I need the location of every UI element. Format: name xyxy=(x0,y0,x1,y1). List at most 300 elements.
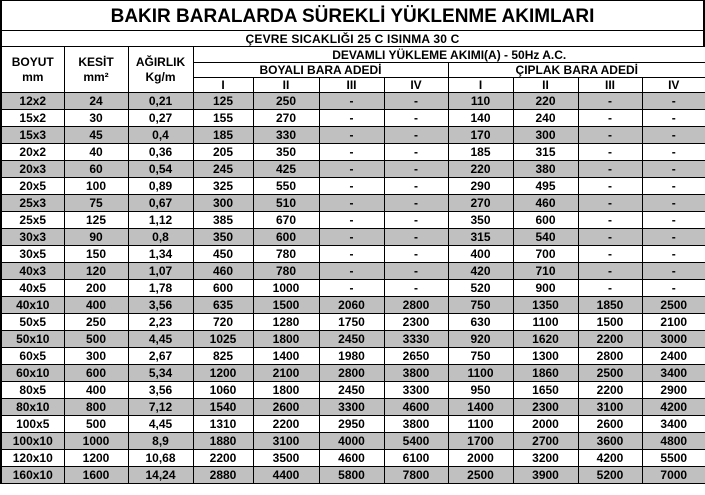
table-cell: - xyxy=(319,93,384,110)
table-cell: - xyxy=(319,280,384,297)
table-cell: 700 xyxy=(513,246,578,263)
table-cell: 2700 xyxy=(513,433,578,450)
table-cell: 1100 xyxy=(448,416,513,433)
table-cell: 4800 xyxy=(642,433,705,450)
header-count-boyali-ii: II xyxy=(253,78,319,93)
table-cell: 60 xyxy=(64,161,128,178)
table-cell: 1025 xyxy=(193,331,253,348)
table-row xyxy=(1,365,705,382)
table-row xyxy=(1,399,705,416)
table-cell: 290 xyxy=(448,178,513,195)
table-cell: 10,68 xyxy=(128,450,193,467)
table-cell: 8,9 xyxy=(128,433,193,450)
table-cell: - xyxy=(578,127,642,144)
table-cell: 40 xyxy=(64,144,128,161)
header-boyut-unit: mm xyxy=(22,69,44,84)
table-cell: 1400 xyxy=(253,348,319,365)
table-cell: - xyxy=(319,178,384,195)
table-cell: 2500 xyxy=(642,297,705,314)
table-cell: 4600 xyxy=(384,399,448,416)
table-cell: 45 xyxy=(64,127,128,144)
table-cell: 3100 xyxy=(578,399,642,416)
table-cell: - xyxy=(642,110,705,127)
table-cell: 2600 xyxy=(253,399,319,416)
table-cell: 920 xyxy=(448,331,513,348)
table-cell: 350 xyxy=(253,144,319,161)
table-cell: 2400 xyxy=(642,348,705,365)
table-cell: 1600 xyxy=(64,467,128,484)
table-row xyxy=(1,178,705,195)
table-cell: 25x3 xyxy=(1,195,64,212)
table-row xyxy=(1,195,705,212)
table-cell: 60x5 xyxy=(1,348,64,365)
header-devamli: DEVAMLI YÜKLEME AKIMI(A) - 50Hz A.C. xyxy=(193,47,705,63)
table-cell: 3200 xyxy=(513,450,578,467)
table-cell: 1100 xyxy=(513,314,578,331)
table-cell: 1650 xyxy=(513,382,578,399)
table-cell: 780 xyxy=(253,246,319,263)
table-cell: 1750 xyxy=(319,314,384,331)
table-cell: - xyxy=(642,195,705,212)
table-cell: 185 xyxy=(448,144,513,161)
table-cell: - xyxy=(319,195,384,212)
table-cell: 300 xyxy=(64,348,128,365)
table-cell: 750 xyxy=(448,348,513,365)
table-row xyxy=(1,144,705,161)
table-cell: - xyxy=(642,127,705,144)
table-cell: - xyxy=(319,127,384,144)
table-cell: - xyxy=(384,246,448,263)
table-cell: 2600 xyxy=(578,416,642,433)
table-cell: 6100 xyxy=(384,450,448,467)
table-cell: 90 xyxy=(64,229,128,246)
table-cell: - xyxy=(384,178,448,195)
header-count-boyali-iii: III xyxy=(319,78,384,93)
table-cell: - xyxy=(384,263,448,280)
table-cell: - xyxy=(319,212,384,229)
table-cell: 30 xyxy=(64,110,128,127)
table-cell: - xyxy=(578,161,642,178)
table-cell: 2500 xyxy=(578,365,642,382)
table-cell: 5400 xyxy=(384,433,448,450)
table-cell: - xyxy=(642,263,705,280)
table-cell: 20x5 xyxy=(1,178,64,195)
table-cell: 600 xyxy=(64,365,128,382)
table-cell: 205 xyxy=(193,144,253,161)
table-cell: 3,56 xyxy=(128,297,193,314)
table-cell: 250 xyxy=(253,93,319,110)
table-cell: 1540 xyxy=(193,399,253,416)
table-cell: 270 xyxy=(448,195,513,212)
table-cell: 710 xyxy=(513,263,578,280)
table-cell: 1000 xyxy=(253,280,319,297)
table-cell: 3,56 xyxy=(128,382,193,399)
table-cell: 550 xyxy=(253,178,319,195)
table-cell: 450 xyxy=(193,246,253,263)
table-cell: 2060 xyxy=(319,297,384,314)
table-cell: 3500 xyxy=(253,450,319,467)
table-cell: 3800 xyxy=(384,365,448,382)
table-cell: 3000 xyxy=(642,331,705,348)
table-cell: 420 xyxy=(448,263,513,280)
table-cell: 220 xyxy=(513,93,578,110)
table-cell: 40x3 xyxy=(1,263,64,280)
table-cell: - xyxy=(578,212,642,229)
table-cell: 250 xyxy=(64,314,128,331)
table-cell: 80x10 xyxy=(1,399,64,416)
table-cell: - xyxy=(578,93,642,110)
table-cell: 2880 xyxy=(193,467,253,484)
current-capacity-table xyxy=(0,46,705,484)
header-boyut-label: BOYUT xyxy=(11,54,54,69)
table-cell: 350 xyxy=(448,212,513,229)
table-cell: 30x5 xyxy=(1,246,64,263)
table-cell: 170 xyxy=(448,127,513,144)
table-cell: 60x10 xyxy=(1,365,64,382)
table-cell: 75 xyxy=(64,195,128,212)
table-row xyxy=(1,280,705,297)
table-cell: 510 xyxy=(253,195,319,212)
table-cell: 1880 xyxy=(193,433,253,450)
table-cell: 460 xyxy=(193,263,253,280)
table-cell: 24 xyxy=(64,93,128,110)
table-cell: 4000 xyxy=(319,433,384,450)
table-cell: 3300 xyxy=(384,382,448,399)
table-cell: 1,12 xyxy=(128,212,193,229)
table-cell: - xyxy=(384,212,448,229)
table-cell: 900 xyxy=(513,280,578,297)
table-cell: 2000 xyxy=(513,416,578,433)
header-count-boyali-i: I xyxy=(193,78,253,93)
table-cell: 50x10 xyxy=(1,331,64,348)
table-cell: 100x10 xyxy=(1,433,64,450)
table-cell: - xyxy=(384,93,448,110)
table-cell: 750 xyxy=(448,297,513,314)
table-cell: 2100 xyxy=(253,365,319,382)
table-cell: - xyxy=(319,110,384,127)
table-cell: 1860 xyxy=(513,365,578,382)
table-cell: 400 xyxy=(64,297,128,314)
table-cell: 315 xyxy=(513,144,578,161)
table-cell: 125 xyxy=(193,93,253,110)
table-cell: 1850 xyxy=(578,297,642,314)
table-cell: 2500 xyxy=(448,467,513,484)
table-cell: 3400 xyxy=(642,365,705,382)
table-cell: - xyxy=(642,144,705,161)
table-cell: 5800 xyxy=(319,467,384,484)
table-cell: 2200 xyxy=(193,450,253,467)
table-cell: 1980 xyxy=(319,348,384,365)
table-cell: 125 xyxy=(64,212,128,229)
table-cell: 1,78 xyxy=(128,280,193,297)
table-cell: - xyxy=(319,229,384,246)
table-cell: 2900 xyxy=(642,382,705,399)
table-cell: 0,21 xyxy=(128,93,193,110)
table-cell: - xyxy=(578,144,642,161)
table-row xyxy=(1,331,705,348)
table-cell: 4400 xyxy=(253,467,319,484)
table-cell: 100 xyxy=(64,178,128,195)
table-cell: 350 xyxy=(193,229,253,246)
table-cell: - xyxy=(578,246,642,263)
table-cell: 1800 xyxy=(253,382,319,399)
table-cell: 3900 xyxy=(513,467,578,484)
table-cell: - xyxy=(384,144,448,161)
table-cell: 50x5 xyxy=(1,314,64,331)
table-cell: 600 xyxy=(253,229,319,246)
table-cell: - xyxy=(384,127,448,144)
table-cell: 270 xyxy=(253,110,319,127)
table-row xyxy=(1,212,705,229)
header-kesit-unit: mm² xyxy=(83,69,109,84)
table-cell: 2100 xyxy=(642,314,705,331)
table-cell: 40x5 xyxy=(1,280,64,297)
table-cell: 1000 xyxy=(64,433,128,450)
table-cell: 4,45 xyxy=(128,331,193,348)
table-cell: 500 xyxy=(64,416,128,433)
table-row xyxy=(1,348,705,365)
table-row xyxy=(1,229,705,246)
table-cell: - xyxy=(578,195,642,212)
table-cell: 30x3 xyxy=(1,229,64,246)
table-cell: 2200 xyxy=(578,331,642,348)
table-cell: 1800 xyxy=(253,331,319,348)
table-cell: 110 xyxy=(448,93,513,110)
table-cell: 300 xyxy=(513,127,578,144)
table-cell: 3100 xyxy=(253,433,319,450)
table-row xyxy=(1,110,705,127)
table-cell: 14,24 xyxy=(128,467,193,484)
header-count-boyali-iv: IV xyxy=(384,78,448,93)
table-cell: 2000 xyxy=(448,450,513,467)
table-cell: 825 xyxy=(193,348,253,365)
header-count-ciplak-i: I xyxy=(448,78,513,93)
table-cell: 155 xyxy=(193,110,253,127)
table-cell: 460 xyxy=(513,195,578,212)
table-cell: 2,23 xyxy=(128,314,193,331)
table-row xyxy=(1,416,705,433)
table-cell: 5200 xyxy=(578,467,642,484)
table-cell: 325 xyxy=(193,178,253,195)
table-cell: 2800 xyxy=(319,365,384,382)
table-cell: 2950 xyxy=(319,416,384,433)
table-row xyxy=(1,263,705,280)
table-cell: - xyxy=(384,229,448,246)
table-cell: 780 xyxy=(253,263,319,280)
table-cell: 220 xyxy=(448,161,513,178)
table-row xyxy=(1,382,705,399)
table-cell: 400 xyxy=(448,246,513,263)
table-cell: - xyxy=(319,161,384,178)
table-cell: 15x3 xyxy=(1,127,64,144)
table-cell: 1100 xyxy=(448,365,513,382)
table-cell: - xyxy=(642,212,705,229)
header-agirlik-label: AĞIRLIK xyxy=(135,54,186,69)
table-cell: 1,07 xyxy=(128,263,193,280)
table-cell: 315 xyxy=(448,229,513,246)
table-cell: 240 xyxy=(513,110,578,127)
table-cell: - xyxy=(642,246,705,263)
table-cell: 950 xyxy=(448,382,513,399)
table-cell: 670 xyxy=(253,212,319,229)
table-cell: - xyxy=(642,280,705,297)
table-cell: 2300 xyxy=(513,399,578,416)
table-cell: - xyxy=(642,161,705,178)
table-row xyxy=(1,433,705,450)
table-cell: 385 xyxy=(193,212,253,229)
header-agirlik xyxy=(128,47,193,93)
header-kesit xyxy=(64,47,128,93)
table-cell: - xyxy=(642,178,705,195)
table-cell: 7800 xyxy=(384,467,448,484)
table-cell: 1060 xyxy=(193,382,253,399)
table-cell: 245 xyxy=(193,161,253,178)
table-cell: 495 xyxy=(513,178,578,195)
table-cell: 140 xyxy=(448,110,513,127)
table-cell: 0,54 xyxy=(128,161,193,178)
header-ciplak: ÇIPLAK BARA ADEDİ xyxy=(448,63,705,78)
header-boyut xyxy=(1,47,64,93)
table-cell: - xyxy=(578,263,642,280)
table-cell: 12x2 xyxy=(1,93,64,110)
table-cell: 200 xyxy=(64,280,128,297)
table-cell: 2650 xyxy=(384,348,448,365)
header-boyali: BOYALI BARA ADEDİ xyxy=(193,63,448,78)
table-cell: 2800 xyxy=(384,297,448,314)
table-cell: 635 xyxy=(193,297,253,314)
table-cell: 5500 xyxy=(642,450,705,467)
table-cell: - xyxy=(578,280,642,297)
table-cell: 3400 xyxy=(642,416,705,433)
table-cell: 1200 xyxy=(193,365,253,382)
table-cell: 2450 xyxy=(319,331,384,348)
table-cell: 7,12 xyxy=(128,399,193,416)
table-cell: 40x10 xyxy=(1,297,64,314)
table-cell: - xyxy=(319,263,384,280)
table-cell: 600 xyxy=(193,280,253,297)
table-cell: 800 xyxy=(64,399,128,416)
table-cell: 120x10 xyxy=(1,450,64,467)
table-cell: 100x5 xyxy=(1,416,64,433)
table-cell: 500 xyxy=(64,331,128,348)
table-cell: 3300 xyxy=(319,399,384,416)
table-row xyxy=(1,314,705,331)
table-cell: 1300 xyxy=(513,348,578,365)
table-cell: 1310 xyxy=(193,416,253,433)
table-cell: 425 xyxy=(253,161,319,178)
table-cell: 185 xyxy=(193,127,253,144)
table-cell: 2200 xyxy=(578,382,642,399)
table-cell: - xyxy=(319,246,384,263)
table-cell: 2450 xyxy=(319,382,384,399)
table-cell: 2300 xyxy=(384,314,448,331)
table-cell: 150 xyxy=(64,246,128,263)
table-cell: 330 xyxy=(253,127,319,144)
table-cell: 3330 xyxy=(384,331,448,348)
table-cell: 20x3 xyxy=(1,161,64,178)
table-cell: 3800 xyxy=(384,416,448,433)
table-cell: 1,34 xyxy=(128,246,193,263)
table-cell: 15x2 xyxy=(1,110,64,127)
table-cell: 2200 xyxy=(253,416,319,433)
table-row xyxy=(1,127,705,144)
table-cell: 2,67 xyxy=(128,348,193,365)
table-cell: 7000 xyxy=(642,467,705,484)
table-title: BAKIR BARALARDA SÜREKLİ YÜKLENME AKIMLARI xyxy=(0,0,705,30)
header-kesit-label: KESİT xyxy=(78,54,114,69)
table-cell: 0,67 xyxy=(128,195,193,212)
table-cell: 1280 xyxy=(253,314,319,331)
table-cell: 1620 xyxy=(513,331,578,348)
table-cell: - xyxy=(642,229,705,246)
table-cell: 540 xyxy=(513,229,578,246)
table-cell: - xyxy=(578,178,642,195)
table-row xyxy=(1,467,705,484)
table-cell: 4200 xyxy=(642,399,705,416)
table-cell: 4,45 xyxy=(128,416,193,433)
table-cell: 300 xyxy=(193,195,253,212)
table-row xyxy=(1,450,705,467)
table-cell: 4200 xyxy=(578,450,642,467)
table-body xyxy=(1,93,705,484)
table-cell: 0,27 xyxy=(128,110,193,127)
table-cell: 25x5 xyxy=(1,212,64,229)
table-cell: 600 xyxy=(513,212,578,229)
table-cell: 380 xyxy=(513,161,578,178)
table-cell: 400 xyxy=(64,382,128,399)
table-cell: 0,4 xyxy=(128,127,193,144)
table-cell: - xyxy=(578,229,642,246)
table-cell: 1200 xyxy=(64,450,128,467)
header-count-ciplak-iv: IV xyxy=(642,78,705,93)
table-cell: 1500 xyxy=(253,297,319,314)
table-row xyxy=(1,93,705,110)
table-cell: 1350 xyxy=(513,297,578,314)
table-cell: - xyxy=(384,161,448,178)
header-count-ciplak-ii: II xyxy=(513,78,578,93)
table-cell: 0,8 xyxy=(128,229,193,246)
table-subtitle: ÇEVRE SICAKLIĞI 25 C ISINMA 30 C xyxy=(0,30,705,46)
table-cell: 1500 xyxy=(578,314,642,331)
table-cell: - xyxy=(384,195,448,212)
table-cell: - xyxy=(384,280,448,297)
table-cell: - xyxy=(642,93,705,110)
table-cell: 1400 xyxy=(448,399,513,416)
table-cell: - xyxy=(319,144,384,161)
table-cell: - xyxy=(578,110,642,127)
table-cell: 3600 xyxy=(578,433,642,450)
table-cell: 0,36 xyxy=(128,144,193,161)
table-cell: - xyxy=(384,110,448,127)
table-cell: 2800 xyxy=(578,348,642,365)
table-cell: 5,34 xyxy=(128,365,193,382)
table-cell: 1700 xyxy=(448,433,513,450)
table-row xyxy=(1,246,705,263)
table-cell: 160x10 xyxy=(1,467,64,484)
table-cell: 520 xyxy=(448,280,513,297)
header-agirlik-unit: Kg/m xyxy=(145,69,176,84)
table-cell: 120 xyxy=(64,263,128,280)
table-cell: 630 xyxy=(448,314,513,331)
table-cell: 20x2 xyxy=(1,144,64,161)
table-cell: 4600 xyxy=(319,450,384,467)
table-cell: 80x5 xyxy=(1,382,64,399)
table-cell: 0,89 xyxy=(128,178,193,195)
header-count-ciplak-iii: III xyxy=(578,78,642,93)
table-cell: 720 xyxy=(193,314,253,331)
table-row xyxy=(1,161,705,178)
table-row xyxy=(1,297,705,314)
